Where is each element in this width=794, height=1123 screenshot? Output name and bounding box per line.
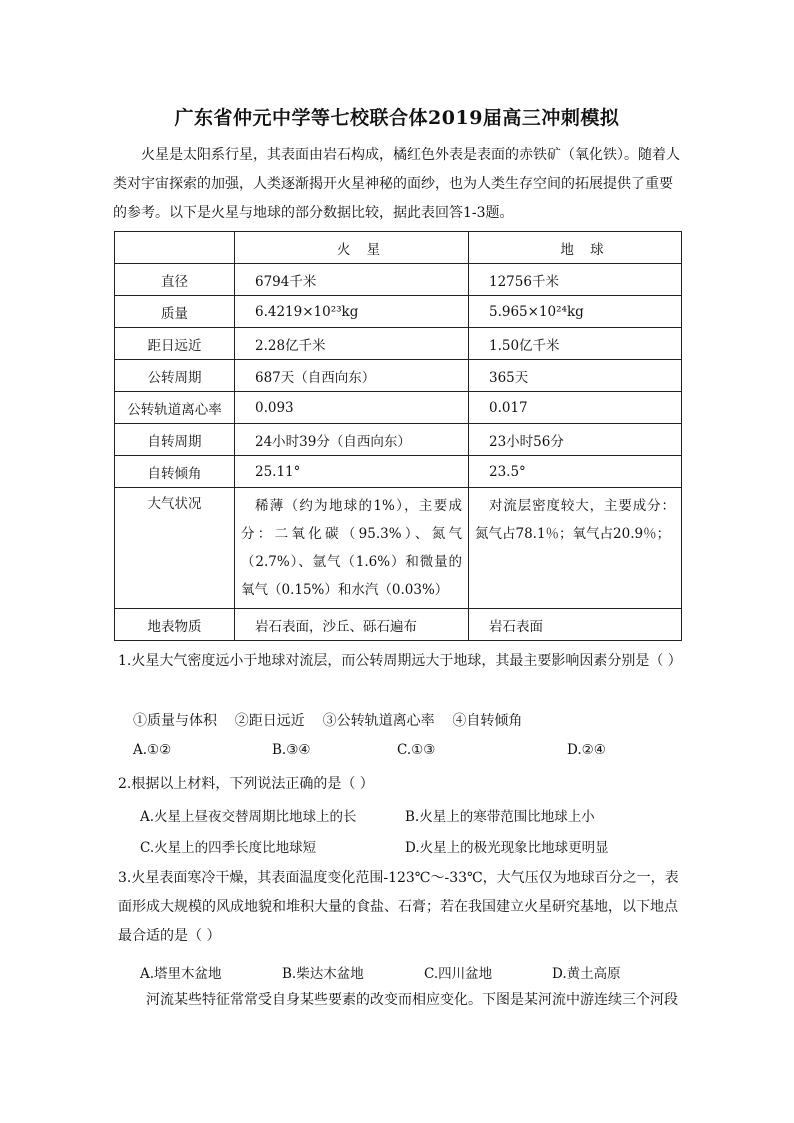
question-3-options	[0, 962, 794, 986]
mars-value: 6.4219×10²³kg	[235, 296, 469, 328]
table-header-earth: 地 球	[469, 232, 682, 264]
table-row	[115, 264, 682, 296]
row-label: 距日远近	[115, 328, 235, 360]
earth-atmosphere-cell	[469, 488, 682, 609]
row-label: 地表物质	[115, 609, 235, 641]
mars-value: 687天（自西向东）	[235, 360, 469, 392]
table-row	[115, 456, 682, 488]
earth-value: 0.017	[469, 392, 682, 424]
table-row	[115, 296, 682, 328]
question-2-options-row2	[0, 836, 794, 860]
option-b: B.柴达木盆地	[282, 966, 364, 982]
row-label: 公转周期	[115, 360, 235, 392]
option-a: A.火星上昼夜交替周期比地球上的长	[140, 809, 357, 825]
intro-paragraph: 火星是太阳系行星，其表面由岩石构成，橘红色外表是表面的赤铁矿（氧化铁）。随着人类对宇宙探索的加强，人类逐渐揭开火星神秘的面纱，也为人类生存空间的拓展提供了重要的参考。以下是火星与地球的部分数据比较，据此表回答1-3题。	[113, 147, 680, 221]
table-header-row	[115, 232, 682, 264]
question-1-options	[0, 742, 794, 766]
mars-value: 25.11°	[235, 456, 469, 488]
table-row	[115, 609, 682, 641]
earth-value: 岩石表面	[469, 609, 682, 641]
mars-value: 6794千米	[235, 264, 469, 296]
row-label: 大气状况	[115, 488, 235, 609]
earth-value: 对流层密度较大，主要成分：氮气占78.1％；氧气占20.9％；	[475, 498, 675, 542]
option-b: B.③④	[272, 742, 311, 758]
mars-value: 岩石表面，沙丘、砾石遍布	[235, 609, 469, 641]
option-b: B.火星上的寒带范围比地球上小	[405, 809, 595, 825]
question-1-stem: 1.火星大气密度远小于地球对流层，而公转周期远大于地球，其最主要影响因素分别是（ ）	[118, 653, 682, 669]
row-label: 公转轨道离心率	[115, 392, 235, 424]
question-2-options-row1	[0, 805, 794, 829]
option-c: C.四川盆地	[424, 966, 493, 982]
mars-earth-comparison-table	[114, 231, 682, 641]
row-label: 直径	[115, 264, 235, 296]
table-row	[115, 328, 682, 360]
next-section-paragraph: 河流某些特征常常受自身某些要素的改变而相应变化。下图是某河流中游连续三个河段	[146, 992, 678, 1008]
table-row	[115, 360, 682, 392]
mars-value: 稀薄（约为地球的1%），主要成分：二氧化碳（95.3%）、氮气（2.7%）、氩气（1.6%）和微量的氧气（0.15%）和水汽（0.03%）	[241, 498, 462, 598]
table-row	[115, 424, 682, 456]
mars-value: 24小时39分（自西向东）	[235, 424, 469, 456]
earth-value: 12756千米	[469, 264, 682, 296]
option-c: C.①③	[397, 742, 436, 758]
earth-value: 5.965×10²⁴kg	[469, 296, 682, 328]
row-label: 自转倾角	[115, 456, 235, 488]
option-d: D.火星上的极光现象比地球更明显	[405, 840, 609, 856]
mars-atmosphere-cell	[235, 488, 469, 609]
earth-value: 365天	[469, 360, 682, 392]
earth-value: 23小时56分	[469, 424, 682, 456]
option-a: A.①②	[133, 742, 172, 758]
option-c: C.火星上的四季长度比地球短	[140, 840, 317, 856]
row-label: 质量	[115, 296, 235, 328]
option-d: D.②④	[567, 742, 606, 758]
earth-value: 1.50亿千米	[469, 328, 682, 360]
mars-value: 2.28亿千米	[235, 328, 469, 360]
question-2-stem: 2.根据以上材料，下列说法正确的是（ ）	[118, 776, 374, 792]
option-d: D.黄土高原	[552, 966, 621, 982]
table-header-mars: 火 星	[235, 232, 469, 264]
table-row-atmosphere	[115, 488, 682, 609]
question-3-stem: 3.火星表面寒冷干燥，其表面温度变化范围-123℃～-33℃，大气压仅为地球百分之一，表面形成大规模的风成地貌和堆积大量的食盐、石膏；若在我国建立火星研究基地，以下地点最合适的是（ ）	[118, 870, 679, 944]
mars-value: 0.093	[235, 392, 469, 424]
row-label: 自转周期	[115, 424, 235, 456]
table-row	[115, 392, 682, 424]
document-title: 广东省仲元中学等七校联合体2019届高三冲刺模拟	[174, 107, 620, 129]
table-header-cell	[115, 232, 235, 264]
option-a: A.塔里木盆地	[140, 966, 222, 982]
earth-value: 23.5°	[469, 456, 682, 488]
question-1-items: ①质量与体积 ②距日远近 ③公转轨道离心率 ④自转倾角	[133, 713, 523, 729]
